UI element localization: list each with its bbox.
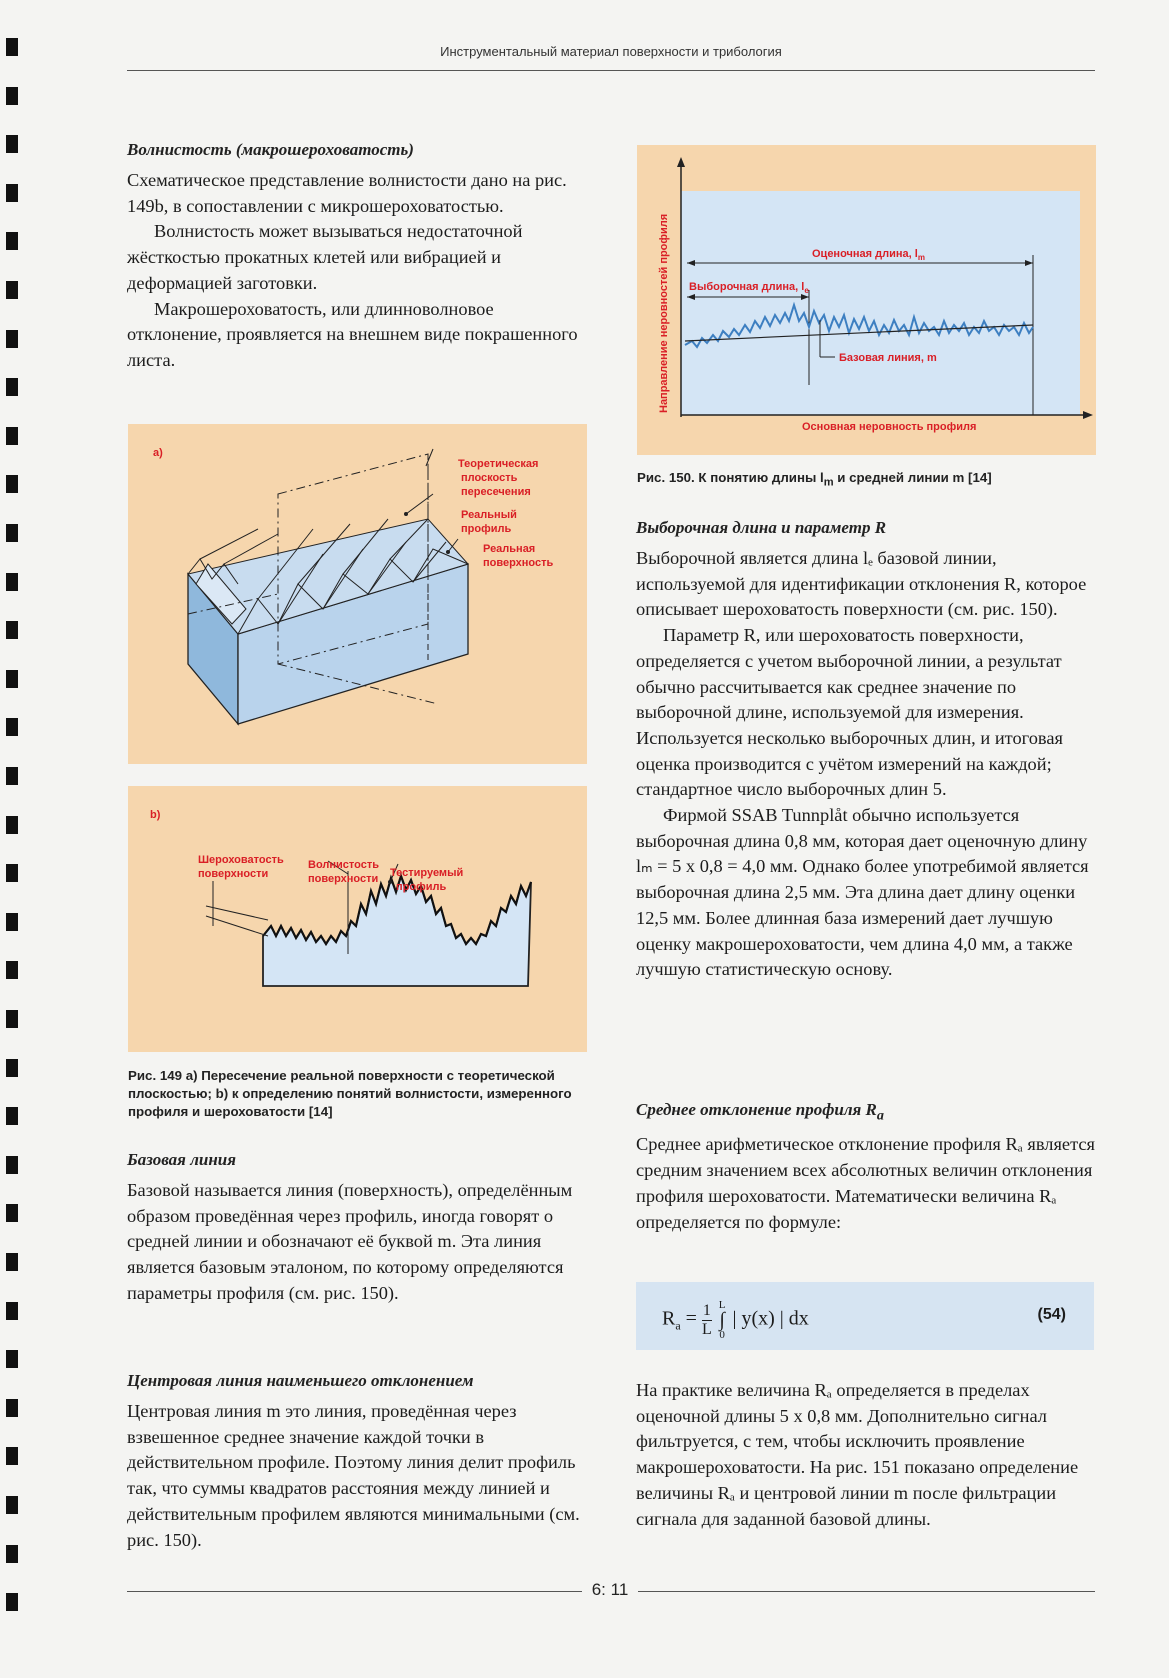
paragraph: Фирмой SSAB Tunnplåt обычно используется выборочная длина 0,8 мм, которая дает оценочную длину lₘ = 5 x 0,8 = 4,0 мм. Однако более употребимой является выборочная длина 2,5 мм. Эта длина дает длину оценки 12,5 мм. Более длинная база измерений дает лучшую оценку макрошероховатости, чем длина 4,0 мм, а также лучшую статистическую основу. [636,805,1089,980]
binder-hole [6,1593,18,1611]
section-heading: Базовая линия [127,1150,237,1169]
binder-hole [6,1010,18,1028]
figure-149-caption: Рис. 149 a) Пересечение реальной поверхности с теоретической плоскостью; b) к определению понятий волнистости, измеренного профиля и шероховатости [14] [128,1068,572,1119]
figure-150 [637,145,1096,455]
formula-number: (54) [1037,1306,1066,1323]
binder-hole [6,670,18,688]
section-waviness [127,140,582,374]
section-base-line [127,1150,582,1307]
binder-hole [6,1399,18,1417]
panel-label-a: a) [153,447,163,459]
figure-149a-drawing [128,424,587,764]
paragraph: Макрошероховатость, или длинноволновое отклонение, проявляется на внешнем виде покрашенного листа. [127,298,578,370]
binder-hole [6,330,18,348]
binder-hole [6,1059,18,1077]
binder-hole [6,524,18,542]
binder-hole [6,1545,18,1563]
binder-hole [6,913,18,931]
binder-hole [6,767,18,785]
label-tested-profile: Тестируемый профиль [390,867,464,893]
label-evaluation-length: Оценочная длина, $l_m$ [812,248,925,262]
label-sampling-length: Выборочная длина, $l_e$ [689,281,809,295]
binder-hole [6,1204,18,1222]
formula-54 [636,1282,1094,1350]
label-real-profile: Реальный профиль [461,509,517,535]
paragraph: Среднее арифметическое отклонение профиля Rₐ является средним значением всех абсолютных величин отклонения профиля шероховатости. Математически величина Rₐ определяется по формуле: [636,1134,1095,1232]
figure-150-drawing [637,145,1096,455]
section-heading: Выборочная длина и параметр R [636,518,887,537]
label-theoretical-plane: Теоретическая плоскость пересечения [458,458,539,498]
figure-150-caption: Рис. 150. К понятию длины $l_m$ и средней линии m [14] [637,470,992,489]
binder-hole [6,1447,18,1465]
binder-hole [6,1302,18,1320]
binder-hole [6,864,18,882]
paragraph: Схематическое представление волнистости дано на рис. 149b, в сопоставлении с микрошероховатостью. [127,170,567,216]
paragraph: На практике величина Rₐ определяется в пределах оценочной длины 5 x 0,8 мм. Дополнительно сигнал фильтруется, с тем, чтобы исключить проявление макрошероховатости. На рис. 151 показано определение величины Rₐ и центровой линии m после фильтрации сигнала для заданной базовой длины. [636,1380,1079,1529]
binder-hole [6,184,18,202]
paragraph: Параметр R, или шероховатость поверхности, определяется с учетом выборочной линии, а результат обычно рассчитывается как среднее значение по выборочной длине, используемой для измерения. Используется несколько выборочных длин, и итоговая оценка производится с учётом измерений на каждой; стандартное число выборочных длин 5. [636,625,1063,800]
binder-hole [6,281,18,299]
binder-hole [6,38,18,56]
section-practice [636,1378,1096,1532]
binder-hole [6,573,18,591]
section-center-line [127,1371,582,1553]
binder-hole [6,232,18,250]
binder-hole [6,816,18,834]
binder-hole [6,135,18,153]
formula-expression: $R_a$ = $\frac{1}{L}$ L ∫ 0 | y(x) | dx [662,1299,809,1341]
footer-rule-left [127,1591,582,1592]
label-base-line: Базовая линия, m [839,352,937,364]
label-surface-roughness: Шероховатость поверхности [198,854,284,880]
label-surface-waviness: Волнистость поверхности [308,859,379,885]
binder-hole [6,621,18,639]
figure-149b-drawing [128,786,587,1052]
binder-hole [6,475,18,493]
binder-hole [6,378,18,396]
binder-hole [6,427,18,445]
binder-hole [6,1253,18,1271]
binder-hole [6,1350,18,1368]
binder-hole [6,718,18,736]
section-sampling-length [636,518,1096,983]
binder-hole [6,1496,18,1514]
binder-hole [6,87,18,105]
panel-label-b: b) [150,809,161,821]
paragraph: Центровая линия m это линия, проведённая через взвешенное среднее значение каждой точки в действительном профиле. Поэтому линия делит профиль так, что суммы квадратов расстояния между линией и действительным профилем являются минимальными (см. рис. 150). [127,1401,580,1550]
y-axis-label: Направление неровностей профиля [658,213,670,413]
figure-149b [128,786,587,1052]
section-heading: Среднее отклонение профиля $R_a$ [636,1100,884,1124]
running-header [127,42,1095,71]
header-title: Инструментальный материал поверхности и трибология [440,44,782,59]
label-real-surface: Реальная поверхность [483,543,554,569]
paragraph: Волнистость может вызываться недостаточной жёсткостью прокатных клетей или вибрацией и деформацией заготовки. [127,221,523,293]
page-number: 6: 11 [591,1580,629,1599]
x-axis-label: Основная неровность профиля [802,421,977,433]
paragraph: Выборочной является длина lₑ базовой линии, используемой для идентификации отклонения R, которое описывает шероховатость поверхности (см. рис. 150). [636,548,1087,620]
binder-hole [6,1107,18,1125]
section-heading: Волнистость (макрошероховатость) [127,140,414,159]
section-mean-deviation [636,1100,1096,1235]
footer-rule-right [638,1591,1095,1592]
binder-hole [6,961,18,979]
section-heading: Центровая линия наименьшего отклонением [127,1371,474,1390]
paragraph: Базовой называется линия (поверхность), определённым образом проведённая через профиль, иногда говорят о средней линии и обозначают её буквой m. Эта линия является базовым эталоном, по которому определяются параметры профиля (см. рис. 150). [127,1180,573,1303]
figure-149a [128,424,587,764]
binder-hole [6,1156,18,1174]
